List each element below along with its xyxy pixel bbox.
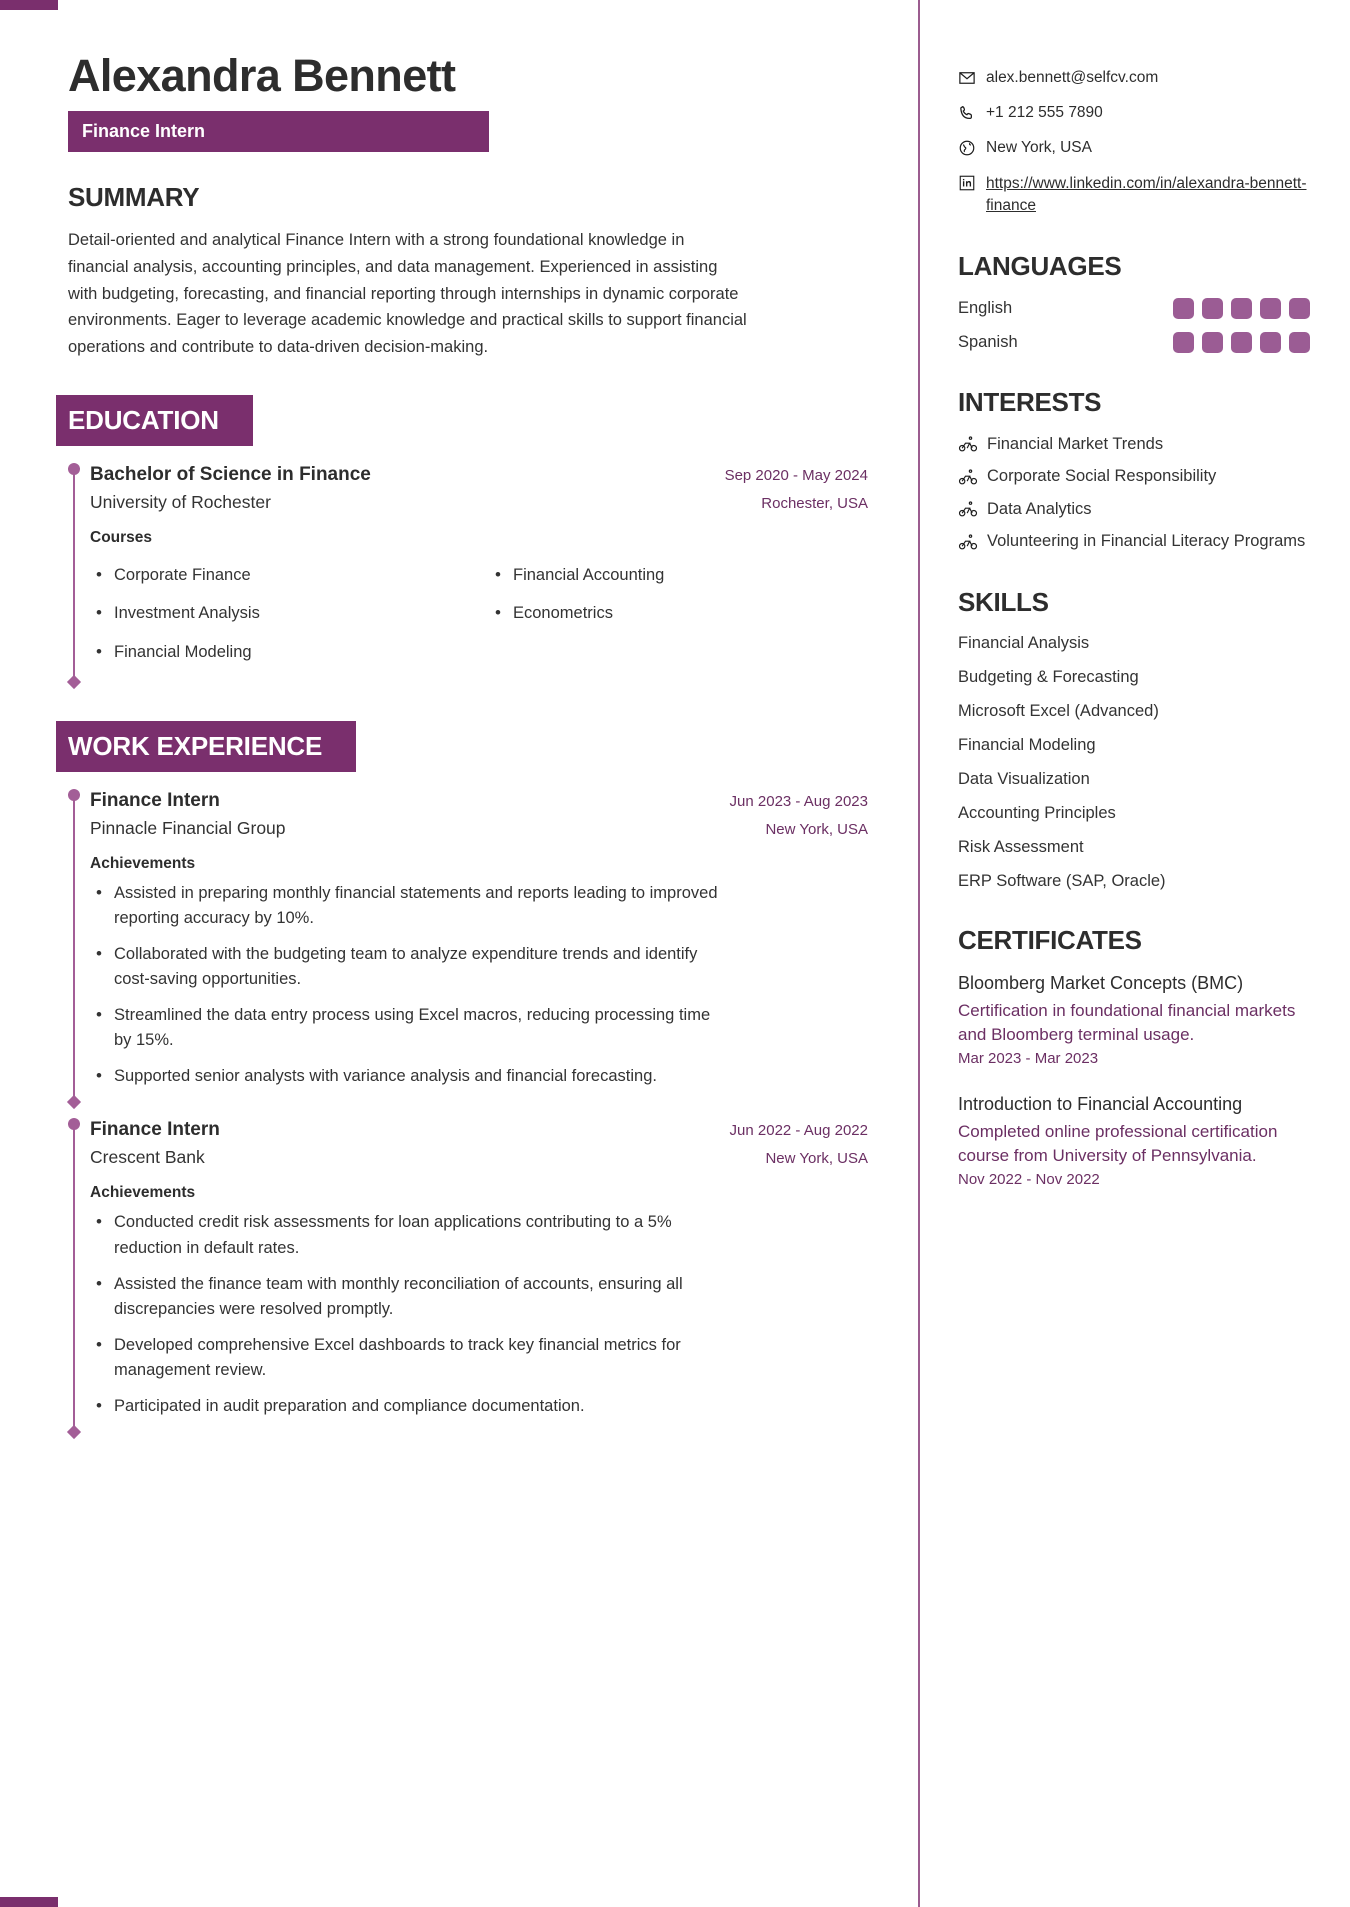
timeline-line [73, 468, 75, 681]
summary-text: Detail-oriented and analytical Finance Intern with a strong foundational knowledge in financial analysis, accounting principles, and data management. Experienced in assisting with budgeting, forecasting, and financial reporting through internships in dynamic corporate environments. Eager to leverage academic knowledge and practical skills to support financial operations and contribute to data-driven decision-making. [68, 231, 747, 357]
course-item: • Econometrics [489, 601, 868, 627]
globe-icon [958, 139, 976, 157]
skill-item: Financial Analysis [958, 633, 1090, 652]
certificate-item [958, 1093, 1310, 1188]
timeline-line [73, 794, 75, 1102]
skill-item: Accounting Principles [958, 803, 1116, 822]
job-location: New York, USA [765, 1150, 868, 1168]
level-dot [1289, 332, 1310, 353]
skill-item: Microsoft Excel (Advanced) [958, 701, 1159, 720]
language-row-english [958, 298, 1310, 319]
achievements-list [90, 1210, 868, 1419]
interest-item [958, 499, 1310, 520]
language-name: English [958, 298, 1013, 317]
contact-phone[interactable] [958, 103, 1310, 124]
interests-heading: INTERESTS [958, 386, 1102, 417]
work-entry [68, 778, 868, 1108]
course-item: • Corporate Finance [90, 563, 469, 589]
achievement-item: • Streamlined the data entry process using Excel macros, reducing processing time by 15%. [90, 1003, 730, 1054]
job-date: Jun 2023 - Aug 2023 [729, 792, 868, 810]
contact-location-text: New York, USA [986, 138, 1092, 156]
education-location: Rochester, USA [761, 494, 868, 512]
summary-heading: SUMMARY [68, 182, 200, 213]
timeline-line [73, 1123, 75, 1431]
corner-accent-bottom-left [0, 1897, 58, 1907]
achievement-item: • Assisted the finance team with monthly reconciliation of accounts, ensuring all discrepancies were resolved promptly. [90, 1272, 730, 1323]
courses-grid [90, 555, 868, 679]
level-dot [1202, 332, 1223, 353]
bicycle-icon [958, 434, 978, 454]
certificates-heading: CERTIFICATES [958, 924, 1142, 955]
contact-email-text: alex.bennett@selfcv.com [986, 69, 1159, 86]
courses-column-left [90, 555, 469, 679]
skill-item: ERP Software (SAP, Oracle) [958, 871, 1166, 890]
skill-item: Risk Assessment [958, 837, 1084, 856]
interest-item [958, 466, 1310, 487]
certificate-description: Certification in foundational financial markets and Bloomberg terminal usage. [958, 1001, 1296, 1045]
work-experience-heading: WORK EXPERIENCE [56, 721, 356, 772]
interest-item [958, 531, 1310, 552]
job-title-banner: Finance Intern [68, 111, 489, 152]
contact-linkedin-link[interactable]: https://www.linkedin.com/in/alexandra-bennett-finance [986, 174, 1307, 214]
company-name: Pinnacle Financial Group [90, 817, 286, 838]
certificate-item [958, 972, 1310, 1067]
corner-accent-top-left [0, 0, 58, 10]
timeline-diamond-icon [67, 674, 81, 688]
timeline-dot-icon [68, 789, 80, 801]
achievement-item: • Supported senior analysts with variance analysis and financial forecasting. [90, 1064, 730, 1090]
level-dot [1260, 298, 1281, 319]
envelope-icon [958, 69, 976, 87]
level-dot [1289, 298, 1310, 319]
achievements-label: Achievements [90, 1184, 196, 1202]
job-date: Jun 2022 - Aug 2022 [729, 1122, 868, 1140]
work-entry [68, 1107, 868, 1437]
language-level-dots [1173, 298, 1310, 319]
contact-email[interactable] [958, 68, 1310, 89]
certificate-date: Mar 2023 - Mar 2023 [958, 1049, 1099, 1067]
candidate-name: Alexandra Bennett [68, 50, 456, 101]
languages-heading: LANGUAGES [958, 250, 1122, 281]
language-name: Spanish [958, 332, 1018, 351]
job-location: New York, USA [765, 820, 868, 838]
achievement-item: • Developed comprehensive Excel dashboards to track key financial metrics for management review. [90, 1333, 730, 1384]
education-date: Sep 2020 - May 2024 [724, 466, 868, 484]
course-item: • Financial Accounting [489, 563, 868, 589]
school-name: University of Rochester [90, 491, 271, 512]
achievements-label: Achievements [90, 854, 196, 872]
certificate-title: Bloomberg Market Concepts (BMC) [958, 972, 1244, 993]
interest-label: Corporate Social Responsibility [987, 467, 1217, 486]
skill-item: Budgeting & Forecasting [958, 667, 1139, 686]
language-level-dots [1173, 332, 1310, 353]
education-entry [68, 452, 868, 687]
level-dot [1173, 298, 1194, 319]
achievement-item: • Conducted credit risk assessments for loan applications contributing to a 5% reduction in default rates. [90, 1210, 730, 1261]
bicycle-icon [958, 467, 978, 487]
contact-list [958, 68, 1310, 217]
courses-column-right [489, 555, 868, 679]
certificate-date: Nov 2022 - Nov 2022 [958, 1170, 1100, 1188]
interest-label: Data Analytics [987, 499, 1092, 518]
education-heading: EDUCATION [56, 395, 253, 446]
achievement-item: • Assisted in preparing monthly financial statements and reports leading to improved reporting accuracy by 10%. [90, 881, 730, 932]
language-row-spanish [958, 332, 1310, 353]
interest-label: Volunteering in Financial Literacy Programs [987, 532, 1306, 551]
skill-item: Data Visualization [958, 769, 1090, 788]
level-dot [1231, 332, 1252, 353]
sidebar-column [920, 0, 1350, 1907]
timeline-dot-icon [68, 463, 80, 475]
contact-linkedin[interactable] [958, 173, 1310, 217]
bicycle-icon [958, 499, 978, 519]
achievement-item: • Collaborated with the budgeting team to analyze expenditure trends and identify cost-saving opportunities. [90, 942, 730, 993]
level-dot [1231, 298, 1252, 319]
phone-icon [958, 104, 976, 122]
course-item: • Financial Modeling [90, 640, 469, 666]
level-dot [1173, 332, 1194, 353]
interest-item [958, 434, 1310, 455]
timeline-dot-icon [68, 1118, 80, 1130]
job-role: Finance Intern [90, 789, 220, 811]
company-name: Crescent Bank [90, 1147, 205, 1168]
linkedin-icon [958, 174, 976, 192]
achievement-item: • Participated in audit preparation and compliance documentation. [90, 1394, 730, 1420]
contact-phone-text: +1 212 555 7890 [986, 103, 1103, 121]
bicycle-icon [958, 532, 978, 552]
degree-title: Bachelor of Science in Finance [90, 463, 371, 485]
courses-label: Courses [90, 528, 153, 546]
certificate-description: Completed online professional certification course from University of Pennsylvania. [958, 1122, 1278, 1166]
job-role: Finance Intern [90, 1119, 220, 1141]
level-dot [1202, 298, 1223, 319]
achievements-list [90, 881, 868, 1090]
interest-label: Financial Market Trends [987, 434, 1164, 453]
level-dot [1260, 332, 1281, 353]
certificate-title: Introduction to Financial Accounting [958, 1093, 1243, 1114]
timeline-diamond-icon [67, 1425, 81, 1439]
skills-heading: SKILLS [958, 586, 1049, 617]
course-item: • Investment Analysis [90, 601, 469, 627]
contact-location [958, 138, 1310, 159]
skill-item: Financial Modeling [958, 735, 1096, 754]
